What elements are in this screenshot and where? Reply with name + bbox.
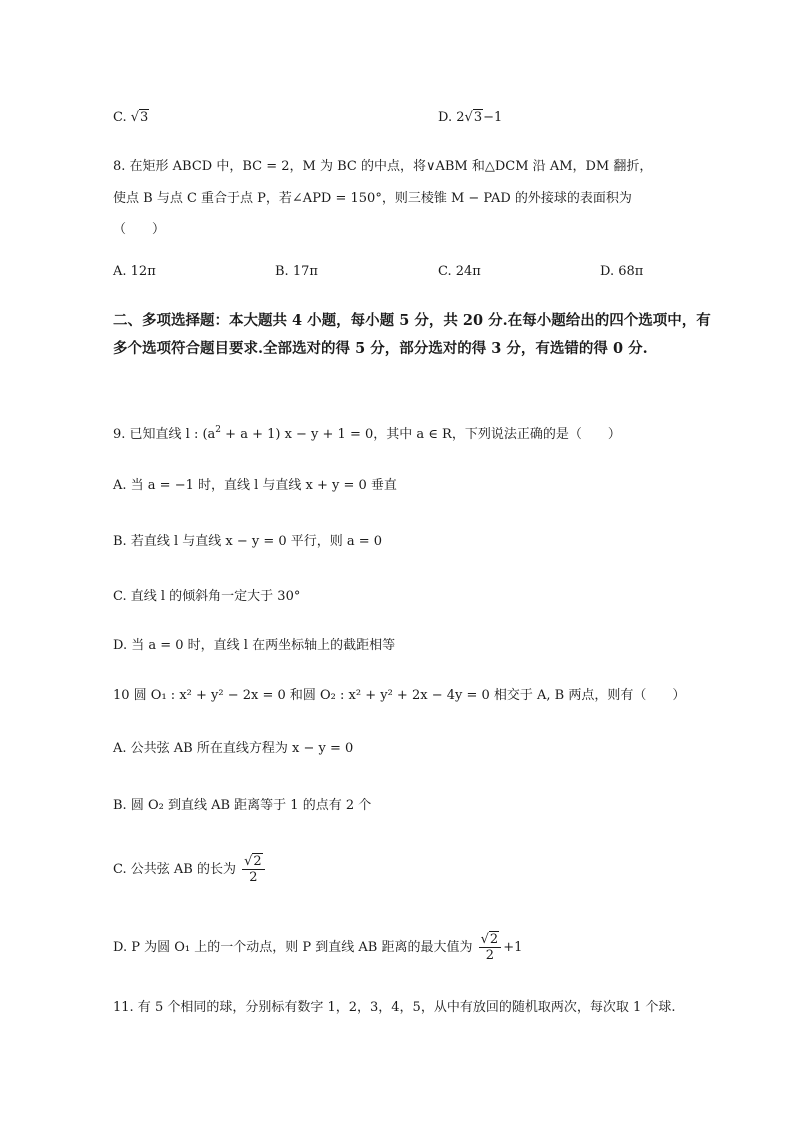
q8-option-d: D. 68π bbox=[600, 264, 644, 279]
q10-option-d-tail: +1 bbox=[503, 940, 523, 955]
fraction-numerator: √2 bbox=[242, 854, 265, 870]
fraction-numerator-radicand: 2 bbox=[253, 854, 262, 869]
q10-option-d-fraction bbox=[479, 932, 502, 963]
q7-option-c bbox=[113, 108, 149, 128]
section2-heading: 二、多项选择题：本大题共 4 小题，每小题 5 分，共 20 分.在每小题给出的四个选项中，有多个选项符合题目要求.全部选对的得 5 分，部分选对的得 3 分，有选错的得 0 分. bbox=[113, 312, 711, 357]
sqrt-symbol: √3 bbox=[464, 110, 483, 125]
q9-stem-pre: 9. 已知直线 l : (a bbox=[113, 427, 216, 442]
q9-stem-post: + a + 1) x − y + 1 = 0，其中 a ∈ R，下列说法正确的是（ ） bbox=[221, 427, 621, 442]
q9-stem-exponent: 2 bbox=[215, 425, 222, 435]
q10-option-a: A. 公共弦 AB 所在直线方程为 x − y = 0 bbox=[113, 741, 354, 756]
q9-option-b: B. 若直线 l 与直线 x − y = 0 平行，则 a = 0 bbox=[113, 534, 383, 549]
q9-option-c: C. 直线 l 的倾斜角一定大于 30° bbox=[113, 589, 301, 604]
q7-option-d bbox=[438, 108, 502, 128]
fraction-denominator: 2 bbox=[249, 870, 258, 885]
q10-stem: 10 圆 O₁ : x² + y² − 2x = 0 和圆 O₂ : x² + y² + 2x − 4y = 0 相交于 A, B 两点，则有（ ） bbox=[113, 688, 686, 703]
q8-option-a: A. 12π bbox=[113, 264, 156, 279]
q9-option-a: A. 当 a = −1 时，直线 l 与直线 x + y = 0 垂直 bbox=[113, 478, 397, 493]
q8-line2: 使点 B 与点 C 重合于点 P，若∠APD = 150°，则三棱锥 M − PAD 的外接球的表面积为 bbox=[113, 191, 632, 206]
q8-option-c: C. 24π bbox=[438, 264, 481, 279]
q10-option-c-fraction bbox=[242, 854, 265, 885]
q7-option-d-coef: 2 bbox=[456, 110, 465, 125]
fraction-numerator-radicand: 2 bbox=[489, 932, 499, 947]
q10-option-d-text: D. P 为圆 O₁ 上的一个动点，则 P 到直线 AB 距离的最大值为 bbox=[113, 940, 473, 955]
fraction-denominator: 2 bbox=[485, 948, 495, 963]
q7-option-c-label: C. bbox=[113, 110, 131, 125]
q7-option-d-radicand: 3 bbox=[473, 110, 483, 125]
q8-line1: 8. 在矩形 ABCD 中，BC = 2，M 为 BC 的中点，将∨ABM 和△DCM 沿 AM，DM 翻折， bbox=[113, 159, 653, 174]
q9-option-d: D. 当 a = 0 时，直线 l 在两坐标轴上的截距相等 bbox=[113, 638, 396, 653]
sqrt-symbol: √3 bbox=[130, 110, 149, 125]
q7-option-d-tail: −1 bbox=[483, 110, 503, 125]
q7-option-c-radicand: 3 bbox=[140, 110, 149, 125]
q10-option-c bbox=[113, 850, 267, 890]
q10-option-b: B. 圆 O₂ 到直线 AB 距离等于 1 的点有 2 个 bbox=[113, 798, 372, 813]
q8-option-b: B. 17π bbox=[275, 264, 318, 279]
fraction-numerator: √2 bbox=[479, 932, 502, 948]
q7-option-d-label: D. bbox=[438, 110, 457, 125]
q10-option-c-text: C. 公共弦 AB 的长为 bbox=[113, 862, 236, 877]
q8-line3: （ ） bbox=[113, 222, 166, 237]
q9-stem bbox=[113, 420, 621, 445]
q11-stem: 11. 有 5 个相同的球，分别标有数字 1，2，3，4，5，从中有放回的随机取两次，每次取 1 个球. bbox=[113, 1000, 676, 1015]
q10-option-d bbox=[113, 928, 522, 968]
